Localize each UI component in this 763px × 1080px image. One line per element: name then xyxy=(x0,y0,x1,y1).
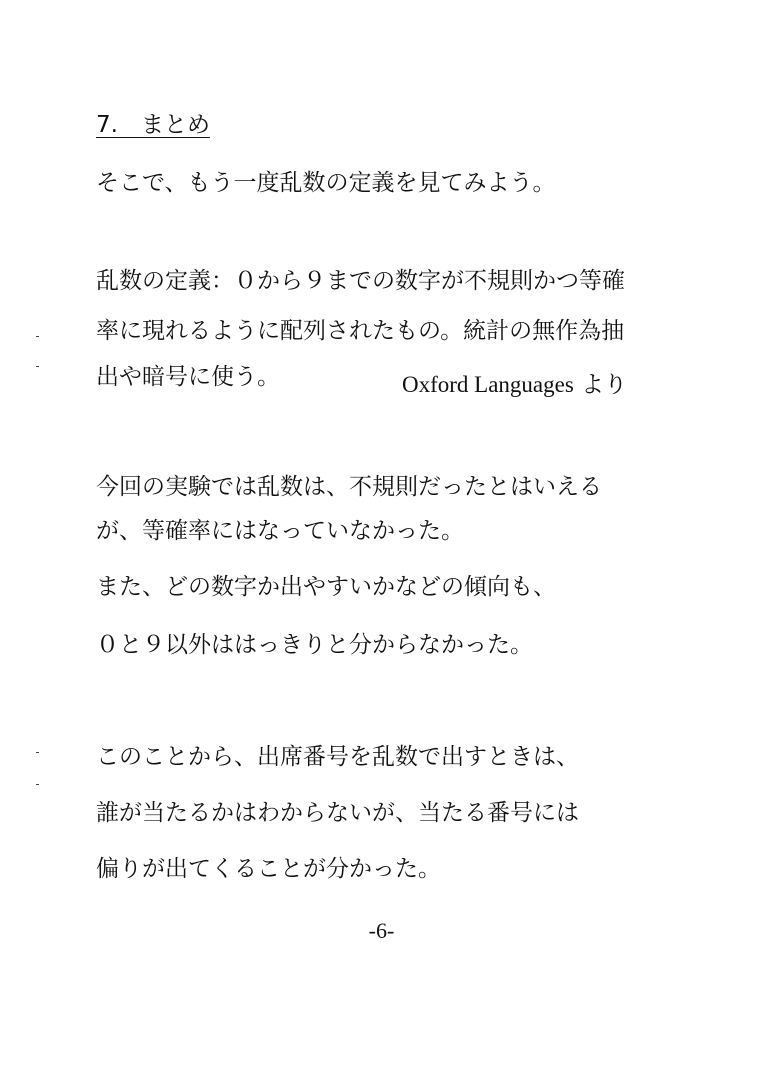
source-name: Oxford Languages xyxy=(402,372,574,397)
source-suffix: より xyxy=(573,372,628,398)
result-line-2: が、等確率にはなっていなかった。 xyxy=(96,518,464,544)
conclusion-line-2: 誰が当たるかはわからないが、当たる番号には xyxy=(96,800,579,826)
result-line-3: また、どの数字か出やすいかなどの傾向も、 xyxy=(96,574,556,600)
scan-mark xyxy=(36,336,39,337)
definition-source xyxy=(402,366,627,399)
definition-line-2: 率に現れるように配列されたもの。統計の無作為抽 xyxy=(96,318,625,344)
result-line-4: ０と９以外ははっきりと分からなかった。 xyxy=(96,632,533,658)
definition-line-3: 出や暗号に使う。 xyxy=(96,364,280,390)
scan-mark xyxy=(36,752,39,753)
definition-line-1: 乱数の定義：０から９までの数字が不規則かつ等確 xyxy=(96,268,625,294)
scan-mark xyxy=(36,366,39,367)
section-heading: 7. まとめ xyxy=(96,112,210,138)
result-line-1: 今回の実験では乱数は、不規則だったとはいえる xyxy=(96,474,602,500)
page-number: -6- xyxy=(368,918,395,943)
scan-mark xyxy=(36,784,39,785)
intro-text: そこで、もう一度乱数の定義を見てみよう。 xyxy=(96,170,556,196)
conclusion-line-3: 偏りが出てくることが分かった。 xyxy=(96,856,441,882)
conclusion-line-1: このことから、出席番号を乱数で出すときは、 xyxy=(96,744,579,770)
